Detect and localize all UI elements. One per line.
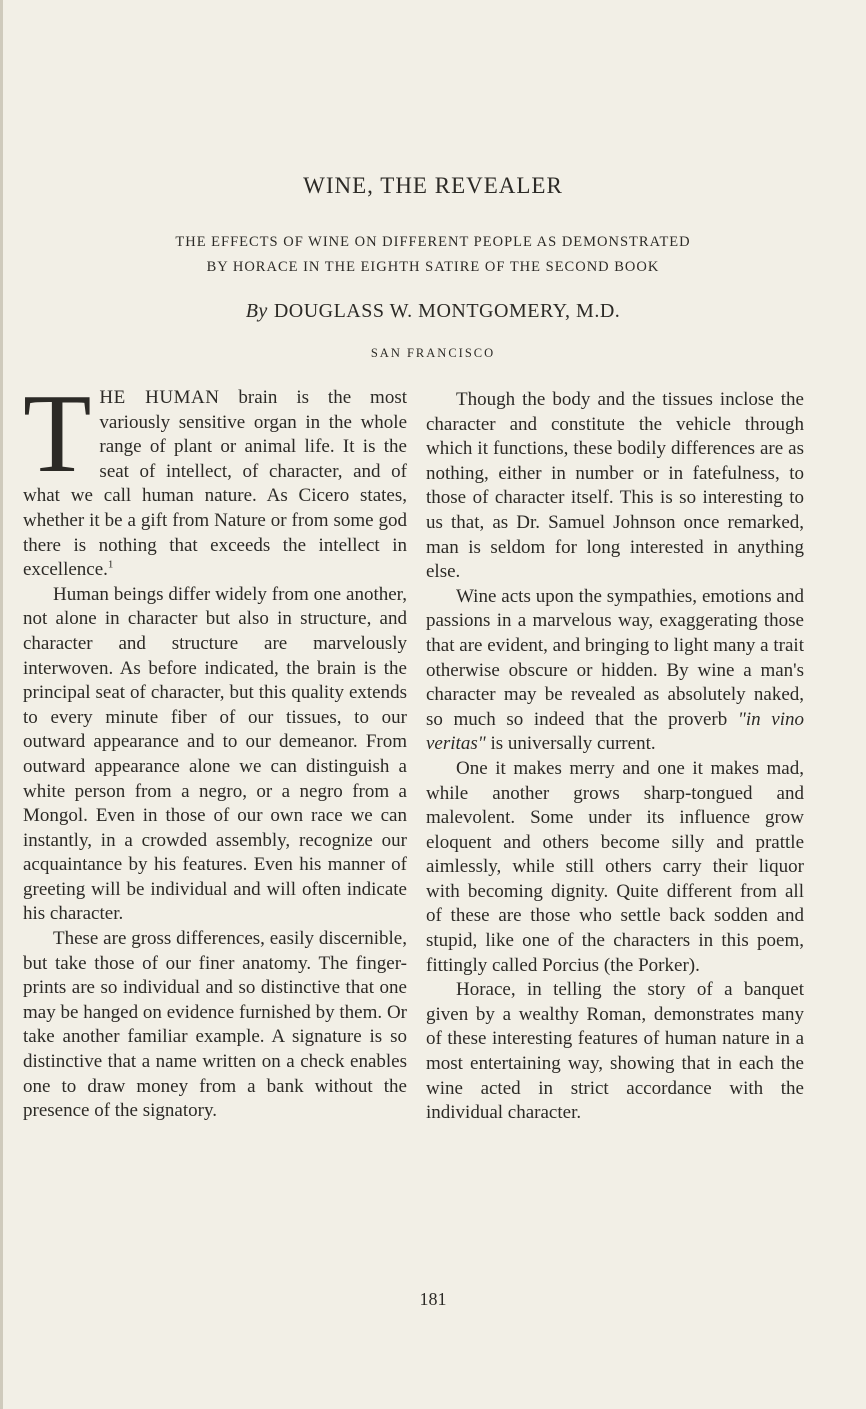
lead-words: HE HUMAN bbox=[99, 387, 220, 408]
paragraph-5-text-b: is universally current. bbox=[485, 733, 656, 755]
paragraph-4: Though the body and the tissues inclose the character and constitute the vehicle through which it functions, these bodily differences are as nothing, either in number or in fatefulness, to those of character itself. This is so interesting to us that, as Dr. Samuel Johnson once remarked, man is seldom for long interested in anything else. bbox=[426, 389, 804, 583]
paragraph-7: Horace, in telling the story of a banquet given by a wealthy Roman, demonstrates many of these interesting features of human nature in a most entertaining way, showing that in each the wine acted in strict accordance with the individual character. bbox=[426, 979, 804, 1124]
byline bbox=[0, 298, 866, 324]
left-column bbox=[23, 372, 407, 1124]
subtitle-line-2: BY HORACE IN THE EIGHTH SATIRE OF THE SECOND BOOK bbox=[206, 259, 660, 275]
drop-cap: T bbox=[23, 372, 92, 496]
page-edge bbox=[0, 0, 3, 1409]
article-title: WINE, THE REVEALER bbox=[303, 173, 563, 198]
footnote-marker: 1 bbox=[107, 558, 114, 571]
right-column bbox=[426, 388, 804, 1126]
paragraph-3: These are gross differences, easily discernible, but take those of our finer anatomy. The finger-prints are so individual and so distinctive that one may be hanged on evidence furnished by them. Or take another familiar example. A signature is so distinctive that a name written on a check enables one to draw money from a bank without the presence of the signatory. bbox=[23, 928, 407, 1122]
latin-proverb: "in vino veritas" bbox=[426, 708, 804, 755]
paragraph-1 bbox=[23, 372, 407, 583]
subtitle-line-1: THE EFFECTS OF WINE ON DIFFERENT PEOPLE AS DEMONSTRATED bbox=[175, 234, 691, 250]
article-subtitle bbox=[40, 230, 826, 280]
paragraph-6: One it makes merry and one it makes mad, while another grows sharp-tongued and malevolent. Some under its influence grow eloquent and others become silly and prattle aimlessly, while still others carry their liquor with becoming dignity. Quite different from all of these are those who settle back sodden and stupid, like one of the characters in this poem, fittingly called Porcius (the Porker). bbox=[426, 757, 804, 976]
paragraph-1-text: brain is the most variously sensitive organ in the whole range of plant or animal life. It is the seat of intellect, of character, and of what we call human nature. As Cicero states, whether it be a gift from Nature or from some god there is nothing that exceeds the intellect in excellence. bbox=[23, 387, 407, 581]
author-location: SAN FRANCISCO bbox=[370, 346, 496, 360]
paragraph-5 bbox=[426, 585, 804, 757]
paragraph-5-text-a: Wine acts upon the sympathies, emotions and passions in a marvelous way, exaggerating those that are evident, and bringing to light many a trait otherwise obscure or hidden. By wine a man's character may be revealed as absolutely naked, so much so indeed that the proverb bbox=[426, 585, 804, 730]
page-number: 181 bbox=[419, 1289, 447, 1309]
author-name: DOUGLASS W. MONTGOMERY, M.D. bbox=[273, 300, 621, 322]
byline-prefix: By bbox=[245, 300, 268, 322]
paragraph-2: Human beings differ widely from one another, not alone in character but also in structure, and character and structure are marvelously interwoven. As before indicated, the brain is the principal seat of character, but this quality extends to every minute fiber of our tissues, to our outward appearance and to our demeanor. From outward appearance alone we can distinguish a white person from a negro, or a negro from a Mongol. Even in those of our own race we can instantly, in a crowded assembly, recognize our acquaintance by his features. Even his manner of greeting will be individual and will often indicate his character. bbox=[23, 583, 407, 925]
